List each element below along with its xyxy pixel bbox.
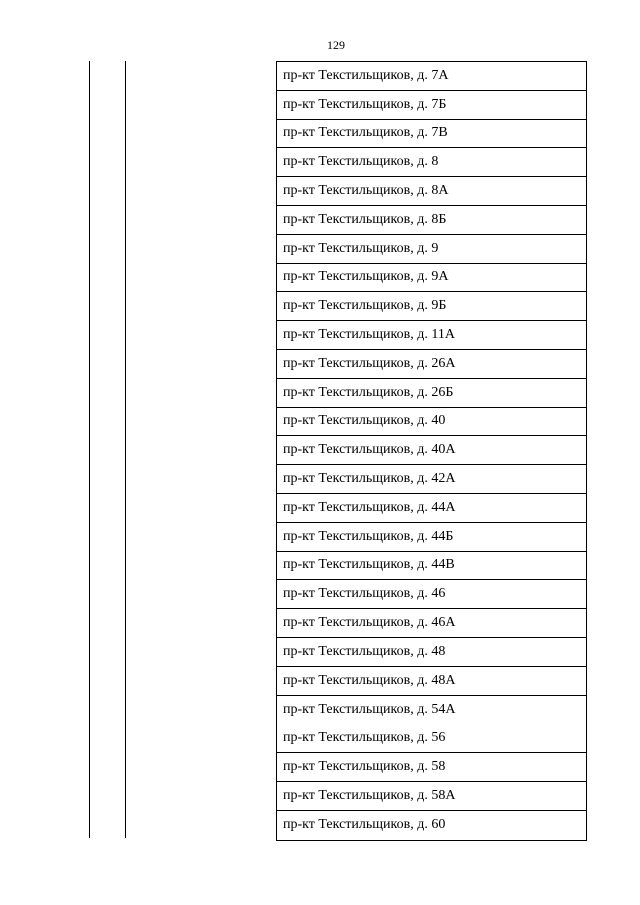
address-cell: пр-кт Текстильщиков, д. 8Б <box>283 211 447 227</box>
table-row <box>277 638 586 667</box>
address-cell: пр-кт Текстильщиков, д. 48 <box>283 643 446 659</box>
address-cell: пр-кт Текстильщиков, д. 48А <box>283 672 456 688</box>
address-cell: пр-кт Текстильщиков, д. 44В <box>283 557 455 573</box>
table-row <box>277 91 586 120</box>
table-row <box>277 177 586 206</box>
address-cell: пр-кт Текстильщиков, д. 58А <box>283 787 456 803</box>
page-number: 129 <box>327 38 345 52</box>
address-cell: пр-кт Текстильщиков, д. 46А <box>283 615 456 631</box>
address-cell: пр-кт Текстильщиков, д. 26Б <box>283 384 454 400</box>
table-row <box>277 436 586 465</box>
address-cell: пр-кт Текстильщиков, д. 8 <box>283 154 439 170</box>
table-row <box>277 552 586 581</box>
table-row <box>277 465 586 494</box>
address-cell: пр-кт Текстильщиков, д. 7В <box>283 125 448 141</box>
table-row <box>277 696 586 725</box>
table-row <box>277 782 586 811</box>
address-cell: пр-кт Текстильщиков, д. 46 <box>283 586 446 602</box>
address-cell: пр-кт Текстильщиков, д. 42А <box>283 471 456 487</box>
table-row <box>277 321 586 350</box>
address-cell: пр-кт Текстильщиков, д. 11А <box>283 327 455 343</box>
address-table <box>276 61 587 841</box>
table-row <box>277 753 586 782</box>
table-column-divider-middle <box>125 61 126 838</box>
address-cell: пр-кт Текстильщиков, д. 60 <box>283 817 446 833</box>
table-row <box>277 580 586 609</box>
table-row <box>277 350 586 379</box>
address-cell: пр-кт Текстильщиков, д. 7А <box>283 67 449 83</box>
table-row <box>277 148 586 177</box>
table-row <box>277 724 586 753</box>
address-cell: пр-кт Текстильщиков, д. 9Б <box>283 298 447 314</box>
address-cell: пр-кт Текстильщиков, д. 58 <box>283 759 446 775</box>
table-row <box>277 235 586 264</box>
address-cell: пр-кт Текстильщиков, д. 40А <box>283 442 456 458</box>
table-row <box>277 667 586 696</box>
table-row <box>277 408 586 437</box>
table-row <box>277 206 586 235</box>
address-cell: пр-кт Текстильщиков, д. 44Б <box>283 528 454 544</box>
table-row <box>277 62 586 91</box>
address-cell: пр-кт Текстильщиков, д. 54А <box>283 701 456 717</box>
table-row <box>277 494 586 523</box>
table-row <box>277 120 586 149</box>
address-cell: пр-кт Текстильщиков, д. 7Б <box>283 96 447 112</box>
table-row <box>277 292 586 321</box>
table-row <box>277 523 586 552</box>
table-row <box>277 609 586 638</box>
address-cell: пр-кт Текстильщиков, д. 9 <box>283 240 439 256</box>
table-row <box>277 811 586 840</box>
table-column-divider-left <box>89 61 90 838</box>
address-cell: пр-кт Текстильщиков, д. 44А <box>283 499 456 515</box>
table-row <box>277 379 586 408</box>
address-cell: пр-кт Текстильщиков, д. 9А <box>283 269 449 285</box>
address-cell: пр-кт Текстильщиков, д. 8А <box>283 183 449 199</box>
address-cell: пр-кт Текстильщиков, д. 26А <box>283 355 456 371</box>
address-cell: пр-кт Текстильщиков, д. 40 <box>283 413 446 429</box>
table-row <box>277 264 586 293</box>
address-cell: пр-кт Текстильщиков, д. 56 <box>283 730 446 746</box>
